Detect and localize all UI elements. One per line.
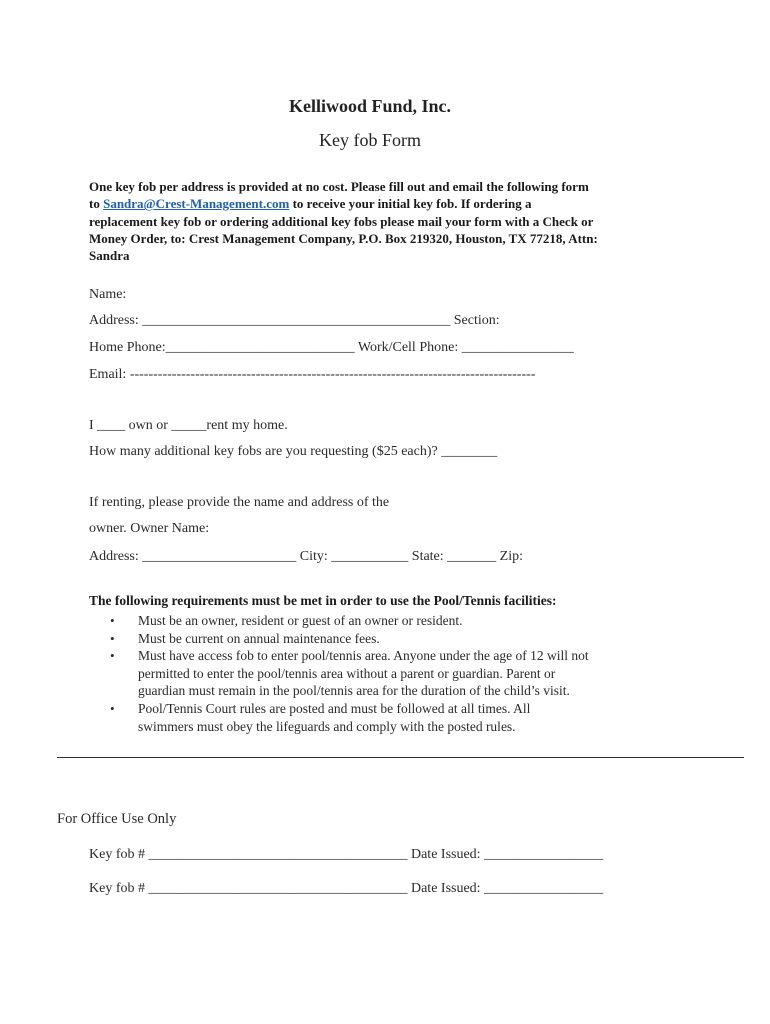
renting-instruction: If renting, please provide the name and address of the: [89, 495, 390, 510]
office-keyfob-row: Key fob # _____________________________________ Date Issued: _________________: [89, 881, 604, 896]
requirement-item: [110, 700, 670, 735]
requirement-item: [110, 647, 670, 700]
divider: [57, 757, 744, 758]
requirement-line: Must be current on annual maintenance fees.: [138, 630, 380, 646]
office-keyfob-row: Key fob # _____________________________________ Date Issued: _________________: [89, 847, 604, 862]
additional-fobs-field: How many additional key fobs are you requesting ($25 each)? ________: [89, 444, 498, 459]
requirement-item: [110, 612, 670, 630]
intro-line: Money Order, to: Crest Management Company, P.O. Box 219320, Houston, TX 77218, Attn:: [89, 230, 598, 246]
bullet-icon: •: [110, 648, 115, 664]
requirement-item: [110, 630, 670, 648]
requirements-heading: The following requirements must be met in order to use the Pool/Tennis facilities:: [89, 593, 557, 608]
requirement-line: Must be an owner, resident or guest of an owner or resident.: [138, 613, 463, 628]
bullet-icon: •: [110, 700, 115, 716]
email-link[interactable]: Sandra@Crest-Management.com: [103, 196, 290, 212]
bullet-icon: •: [110, 613, 115, 628]
intro-line: replacement key fob or ordering additional key fobs please mail your form with a Check or: [89, 213, 594, 229]
document-title: Kelliwood Fund, Inc.: [288, 96, 452, 116]
owner-address-field: Address: ______________________ City: ___________ State: _______ Zip:: [89, 549, 523, 564]
email-field: Email: ---------------------------------------------------------------------------------------: [89, 367, 536, 382]
intro-text: to receive your initial key fob. If ordering a: [289, 196, 532, 212]
intro-line: One key fob per address is provided at no cost. Please fill out and email the following form: [89, 179, 589, 194]
requirement-line: swimmers must obey the lifeguards and comply with the posted rules.: [138, 718, 516, 734]
requirements-list: [110, 612, 670, 735]
intro-paragraph: [89, 178, 689, 264]
phone-fields: Home Phone:___________________________ Work/Cell Phone: ________________: [89, 340, 574, 355]
office-use-title: For Office Use Only: [57, 811, 177, 827]
own-rent-field: I ____ own or _____rent my home.: [89, 418, 288, 433]
intro-line: [89, 195, 689, 212]
intro-line: Sandra: [89, 248, 130, 264]
bullet-icon: •: [110, 630, 115, 646]
address-field: Address: ____________________________________________ Section:: [89, 313, 500, 328]
requirement-line: Must have access fob to enter pool/tennis area. Anyone under the age of 12 will not: [138, 648, 589, 664]
intro-text: to: [89, 196, 104, 212]
requirement-line: guardian must remain in the pool/tennis area for the duration of the child’s visit.: [138, 683, 570, 699]
requirement-line: Pool/Tennis Court rules are posted and must be followed at all times. All: [138, 700, 531, 716]
requirement-line: permitted to enter the pool/tennis area without a parent or guardian. Parent or: [138, 665, 556, 681]
form-title: Key fob Form: [319, 130, 421, 150]
owner-name-field: owner. Owner Name:: [89, 521, 210, 536]
name-field: Name:: [89, 287, 127, 302]
